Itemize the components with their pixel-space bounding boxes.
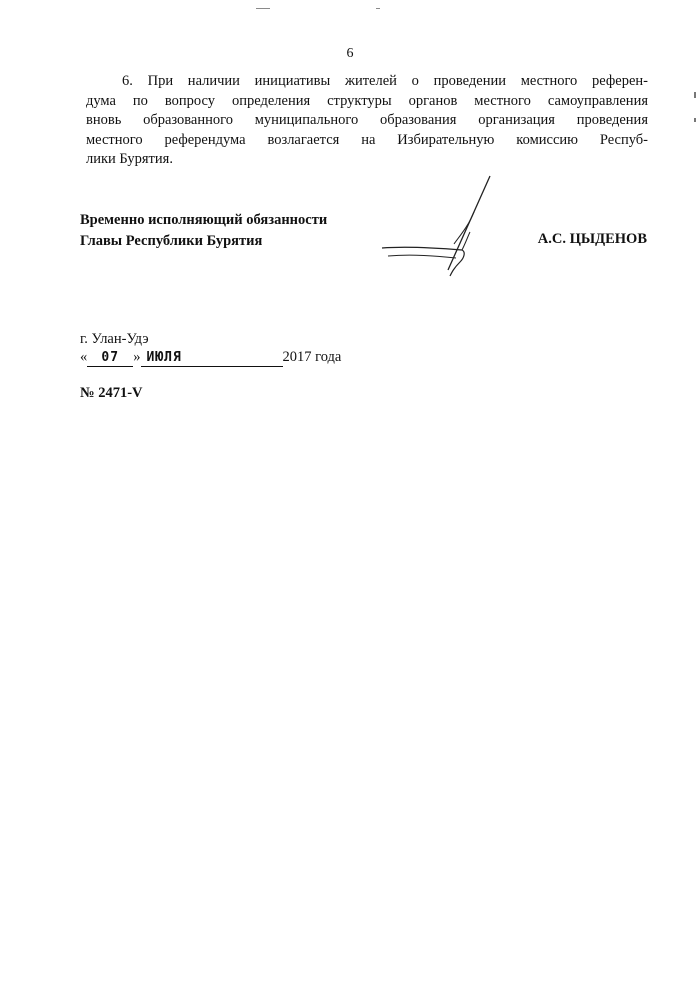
signatory-title-line: Временно исполняющий обязанности (80, 212, 328, 228)
paragraph-line: вновь образованного муниципального образования организация проведения (86, 112, 648, 128)
date-month-stamp: ИЮЛЯ (141, 350, 283, 367)
signing-date (80, 349, 341, 367)
date-open-quote: « (80, 349, 88, 365)
paragraph-6 (86, 72, 648, 170)
document-number: № 2471-V (80, 385, 143, 401)
signer-name: А.С. ЦЫДЕНОВ (537, 231, 647, 247)
paragraph-line: местного референдума возлагается на Избирательную комиссию Респуб- (86, 131, 648, 148)
scan-edge-mark (694, 92, 696, 98)
scan-edge-mark (694, 118, 696, 122)
paragraph-line: дума по вопросу определения структуры органов местного самоуправления (86, 92, 648, 109)
paragraph-line: лики Бурятия. (86, 151, 173, 167)
signatory-title (80, 210, 327, 252)
scan-mark-right (376, 8, 380, 9)
paragraph-line: 6. При наличии инициативы жителей о проведении местного референ- (122, 73, 648, 89)
handwritten-signature (378, 172, 503, 284)
place-of-signing: г. Улан-Удэ (80, 331, 149, 347)
signatory-title-line: Главы Республики Бурятия (80, 233, 263, 249)
date-day-stamp: 07 (87, 350, 133, 367)
date-year: 2017 года (282, 349, 342, 365)
date-close-quote: » (133, 349, 141, 365)
scan-mark-left (256, 8, 270, 9)
page-number: 6 (346, 46, 354, 61)
